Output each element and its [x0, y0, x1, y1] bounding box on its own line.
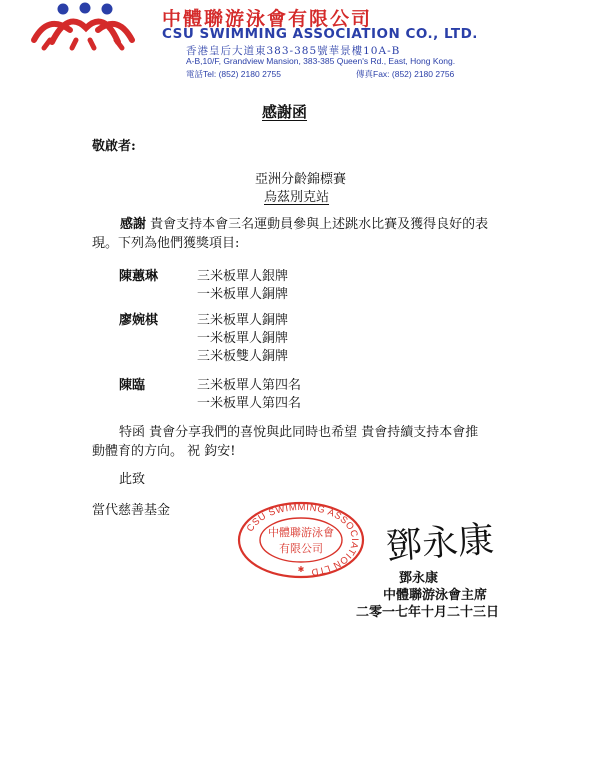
signature-text: 鄧永康: [384, 519, 496, 568]
address-chinese: 香港皇后大道東383-385號華景樓10A-B: [186, 45, 401, 57]
athlete-name: 陳臨: [119, 378, 146, 393]
award-item: 三米板單人第四名: [197, 378, 302, 393]
letter-title: 感謝函: [262, 103, 308, 121]
athlete-name: 陳蕙琳: [119, 269, 159, 284]
award-item: 三米板單人銀牌: [197, 269, 289, 284]
event-location: 烏茲別克站: [264, 190, 330, 205]
event-name: 亞洲分齡錦標賽: [255, 172, 347, 187]
paragraph-1-line-2: 現。下列為他們獲獎項目:: [92, 236, 240, 251]
paragraph-2-line-1: 特函 貴會分享我們的喜悅與此同時也希望 貴會持續支持本會推: [119, 425, 479, 440]
award-item: 一米板單人第四名: [197, 396, 302, 411]
csu-logo: [28, 0, 138, 56]
company-name-english: CSU SWIMMING ASSOCIATION CO., LTD.: [162, 26, 478, 42]
award-item: 一米板單人銅牌: [197, 331, 289, 346]
address-english: A-B,10/F, Grandview Mansion, 383-385 Queen's Rd., East, Hong Kong.: [186, 56, 456, 66]
award-item: 一米板單人銅牌: [197, 287, 289, 302]
paragraph-2-line-2: 動體育的方向。 祝 鈞安!: [92, 444, 236, 459]
closing: 此致: [119, 472, 146, 487]
fax: 傳真Fax: (852) 2180 2756: [356, 69, 455, 79]
company-name-chinese: 中體聯游泳會有限公司: [162, 8, 373, 30]
award-item: 三米板雙人銅牌: [197, 349, 289, 364]
thanks-lead: 感謝: [120, 217, 147, 232]
telephone: 電話Tel: (852) 2180 2755: [186, 69, 281, 79]
seal-text-line-2: 有限公司: [279, 542, 323, 555]
signer-name: 鄧永康: [399, 571, 439, 586]
letter-date: 二零一七年十月二十三日: [356, 605, 500, 620]
company-seal: [236, 500, 366, 580]
signer-title: 中體聯游泳會主席: [383, 588, 488, 603]
handwritten-signature: [380, 505, 500, 575]
paragraph-1-line-1: [120, 213, 488, 232]
salutation: 敬啟者:: [92, 139, 136, 154]
seal-ring-text: CSU SWIMMING ASSOCIATION LTD: [244, 501, 361, 578]
award-item: 三米板單人銅牌: [197, 313, 289, 328]
athlete-name: 廖婉棋: [119, 313, 159, 328]
paragraph-1-text: 貴會支持本會三名運動員參與上述跳水比賽及獲得良好的表: [150, 217, 489, 232]
recipient: 當代慈善基金: [92, 503, 171, 518]
seal-star-icon: ✱: [297, 565, 305, 574]
seal-text-line-1: 中體聯游泳會: [268, 526, 334, 539]
